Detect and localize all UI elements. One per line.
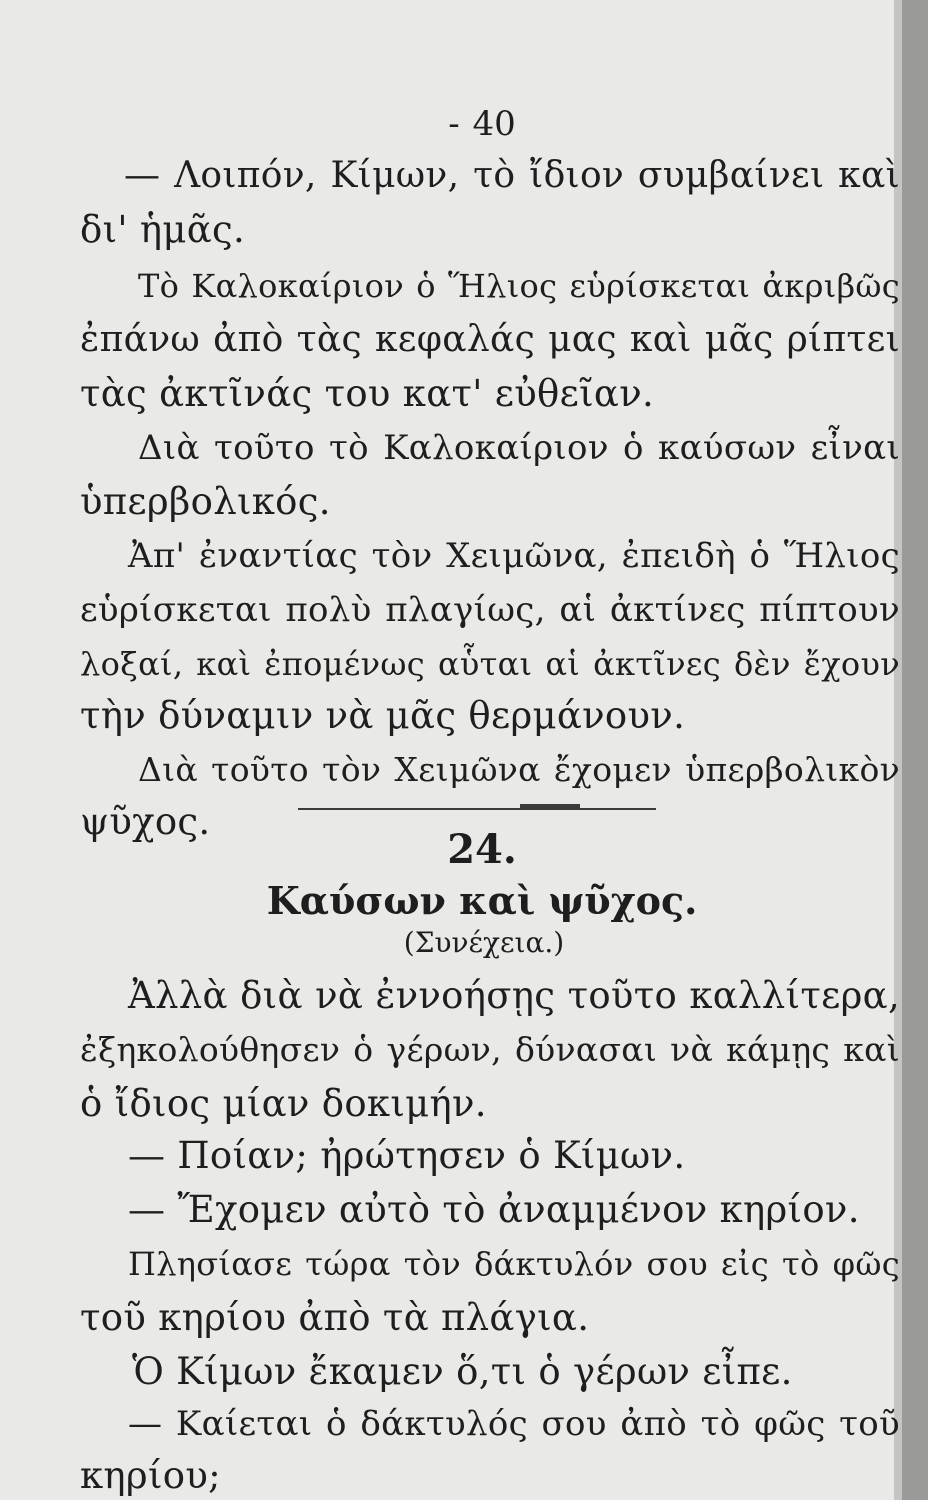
text-line: Διὰ τοῦτο τὸ Καλοκαίριον ὁ καύσων εἶναι <box>138 428 900 468</box>
text-line: — Ποίαν; ἠρώτησεν ὁ Κίμων. <box>128 1134 686 1177</box>
text-line: εὑρίσκεται πολὺ πλαγίως, αἱ ἀκτίνες πίπτουν <box>80 590 900 630</box>
text-line: — Λοιπόν, Κίμων, τὸ ἴδιον συμβαίνει καὶ <box>124 155 900 196</box>
page-number <box>0 104 928 144</box>
text-line: Ἀπ' ἐναντίας τὸν Χειμῶνα, ἐπειδὴ ὁ Ἥλιος <box>128 536 900 576</box>
page-number-value: 40 <box>472 104 516 144</box>
text-line: Πλησίασε τώρα τὸν δάκτυλόν σου εἰς τὸ φῶς <box>128 1245 900 1283</box>
text-line: ὁ ἴδιος μίαν δοκιμήν. <box>80 1082 487 1125</box>
text-line: — Καίεται ὁ δάκτυλός σου ἀπὸ τὸ φῶς τοῦ <box>128 1404 900 1444</box>
book-spine-edge <box>902 0 928 1500</box>
text-line: ὑπερβολικός. <box>80 480 331 523</box>
text-line: Ἀλλὰ διὰ νὰ ἐννοήσῃς τοῦτο καλλίτερα, <box>128 974 900 1017</box>
section-number: 24. <box>447 826 517 873</box>
section-title: Καύσων καὶ ψῦχος. <box>266 878 698 923</box>
text-line: τὴν δύναμιν νὰ μᾶς θερμάνουν. <box>80 694 686 737</box>
text-line: λοξαί, καὶ ἐπομένως αὗται αἱ ἀκτῖνες δὲν ἔχουν <box>80 645 900 683</box>
section-divider-ornament <box>520 804 580 808</box>
text-line: Διὰ τοῦτο τὸν Χειμῶνα ἔχομεν ὑπερβολικὸν <box>138 750 900 789</box>
page-number-prefix: - <box>448 104 462 144</box>
section-subtitle: (Συνέχεια.) <box>403 926 565 959</box>
text-line: τοῦ κηρίου ἀπὸ τὰ πλάγια. <box>80 1296 590 1339</box>
text-line: δι' ἡμᾶς. <box>80 208 246 251</box>
section-divider <box>298 808 656 810</box>
text-line: κηρίου; <box>80 1454 221 1497</box>
text-line: τὰς ἀκτῖνάς του κατ' εὐθεῖαν. <box>80 372 655 415</box>
text-line: Τὸ Καλοκαίριον ὁ Ἥλιος εὑρίσκεται ἀκριβῶς <box>138 267 900 305</box>
text-line: ἐπάνω ἀπὸ τὰς κεφαλάς μας καὶ μᾶς ρίπτει <box>80 319 900 360</box>
text-line: — Ἔχομεν αὐτὸ τὸ ἀναμμένον κηρίον. <box>128 1188 860 1231</box>
text-line: Ὁ Κίμων ἔκαμεν ὅ,τι ὁ γέρων εἶπε. <box>132 1350 793 1393</box>
text-line: ψῦχος. <box>80 800 211 843</box>
text-line: ἐξηκολούθησεν ὁ γέρων, δύνασαι νὰ κάμῃς καὶ <box>80 1030 900 1069</box>
